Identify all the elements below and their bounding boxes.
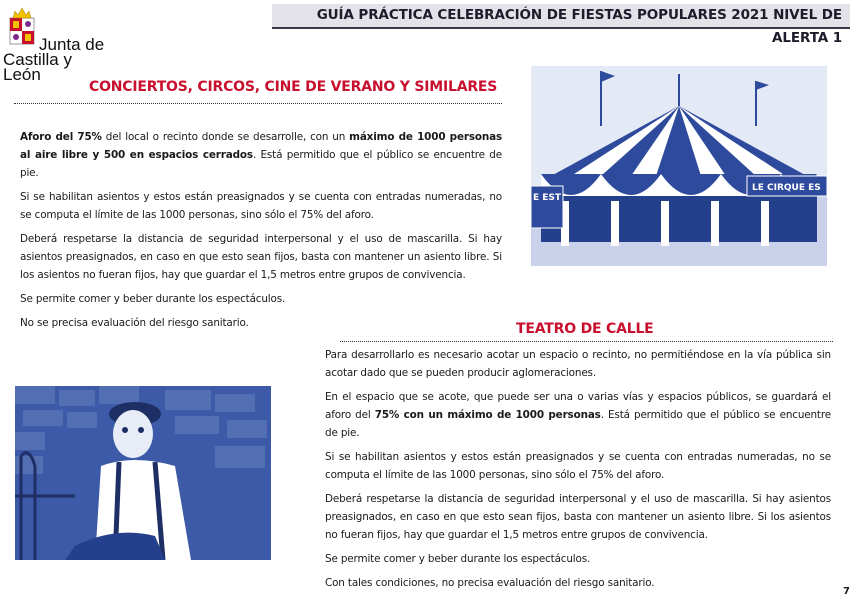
paragraph: Si se habilitan asientos y estos están preasignados y se cuenta con entradas numeradas, no se computa el límite de las 1000 personas, sino sólo el 75% del aforo. xyxy=(325,451,831,481)
section-teatro-body xyxy=(325,346,831,598)
paragraph: Se permite comer y beber durante los espectáculos. xyxy=(325,553,591,565)
text: En el espacio que se acote, que puede ser una o varias vías y espacios públicos, se guardará el aforo del xyxy=(325,391,831,421)
paragraph: Deberá respetarse la distancia de seguridad interpersonal y el uso de mascarilla. Si hay asientos preasignados, en caso en que esto sean fijos, basta con mantener un asiento libre. Si los asientos no fueran fijos, hay que guardar el 1,5 metros entre grupos de convivencia. xyxy=(20,233,502,281)
section-heading-conciertos: CONCIERTOS, CIRCOS, CINE DE VERANO Y SIMILARES xyxy=(89,79,498,95)
paragraph: Se permite comer y beber durante los espectáculos. xyxy=(20,293,286,305)
paragraph: Para desarrollarlo es necesario acotar un espacio o recinto, no permitiéndose en la vía pública sin acotar dado que se pueden producir aglomeraciones. xyxy=(325,349,831,379)
paragraph xyxy=(325,388,831,442)
page-number: 7 xyxy=(843,586,850,597)
sign-text-right: LE CIRQUE ES xyxy=(752,183,821,193)
text: . Está permitido que el público se encuentre de pie. xyxy=(20,149,502,179)
section-heading-teatro: TEATRO DE CALLE xyxy=(516,321,654,337)
bold-text: 75% con un máximo de 1000 personas xyxy=(374,409,601,421)
logo-line-2: Castilla y León xyxy=(3,50,72,84)
bold-text: máximo de 1000 personas al aire libre y 500 en espacios cerrados xyxy=(20,131,503,161)
paragraph: Si se habilitan asientos y estos están preasignados y se cuenta con entradas numeradas, no se computa el límite de las 1000 personas, sino sólo el 75% del aforo. xyxy=(20,191,502,221)
dotted-divider xyxy=(14,103,502,104)
sign-text-left: E EST xyxy=(533,193,562,203)
logo-line-1: Junta de xyxy=(39,35,105,54)
document-title: GUÍA PRÁCTICA CELEBRACIÓN DE FIESTAS POPULARES 2021 NIVEL DE ALERTA 1 xyxy=(316,7,842,46)
logo xyxy=(3,37,113,82)
paragraph xyxy=(20,128,502,182)
street-theatre-photo xyxy=(15,386,271,560)
section-conciertos-body xyxy=(20,128,502,338)
text: del local o recinto donde se desarrolle, con un xyxy=(101,131,350,143)
paragraph: No se precisa evaluación del riesgo sanitario. xyxy=(20,317,249,329)
circus-tent-photo xyxy=(531,66,827,266)
bold-text: Aforo del 75% xyxy=(20,131,102,143)
text: . Está permitido que el público se encuentre de pie. xyxy=(325,409,831,439)
paragraph: Deberá respetarse la distancia de seguridad interpersonal y el uso de mascarilla. Si hay asientos preasignados, en caso en que esto sean fijos, basta con mantener un asiento libre. Si los asientos no fueran fijos, hay que guardar el 1,5 metros entre grupos de convivencia. xyxy=(325,493,831,541)
paragraph: Con tales condiciones, no precisa evaluación del riesgo sanitario. xyxy=(325,577,655,589)
dotted-divider xyxy=(340,341,833,342)
